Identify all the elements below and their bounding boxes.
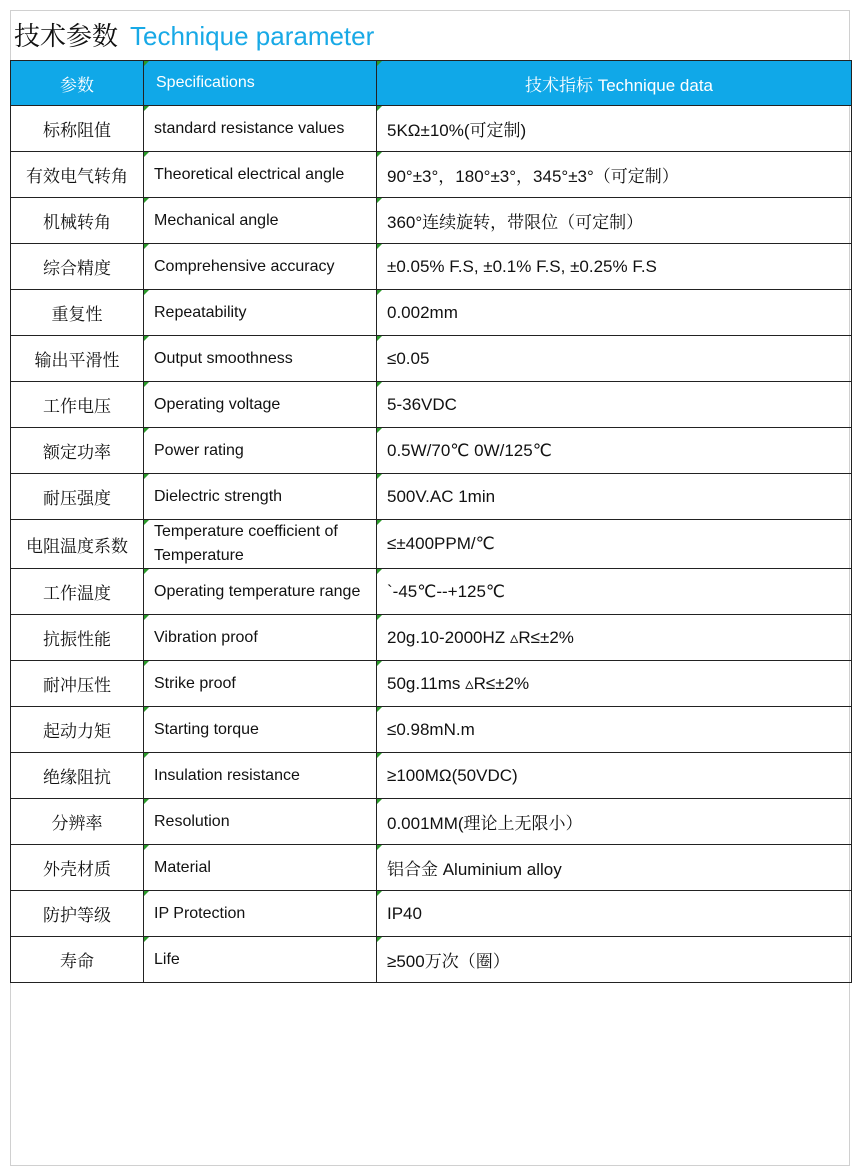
cell-marker	[144, 707, 149, 712]
cell-marker	[377, 799, 382, 804]
param-value: ≥500万次（圈）	[377, 937, 852, 983]
page-title	[14, 16, 374, 56]
cell-marker	[377, 845, 382, 850]
param-value: ≥100MΩ(50VDC)	[377, 753, 852, 799]
param-name-en: Material	[144, 845, 377, 891]
cell-marker	[144, 937, 149, 942]
table-row	[11, 244, 852, 290]
cell-marker	[144, 845, 149, 850]
param-name-cn: 输出平滑性	[11, 336, 144, 382]
param-value: 0.001MM(理论上无限小）	[377, 799, 852, 845]
param-value: ±0.05% F.S, ±0.1% F.S, ±0.25% F.S	[377, 244, 852, 290]
table-row	[11, 753, 852, 799]
param-value: `-45℃--+125℃	[377, 569, 852, 615]
table-row	[11, 661, 852, 707]
cell-marker	[377, 244, 382, 249]
table-row	[11, 707, 852, 753]
param-value: ≤0.98mN.m	[377, 707, 852, 753]
table-row	[11, 845, 852, 891]
param-name-cn: 工作温度	[11, 569, 144, 615]
param-value: 90°±3°，180°±3°，345°±3°（可定制）	[377, 152, 852, 198]
cell-marker	[377, 290, 382, 295]
param-name-cn: 有效电气转角	[11, 152, 144, 198]
param-name-en: Starting torque	[144, 707, 377, 753]
cell-marker	[144, 569, 149, 574]
param-name-en: IP Protection	[144, 891, 377, 937]
cell-marker	[377, 753, 382, 758]
cell-marker	[377, 937, 382, 942]
param-value: IP40	[377, 891, 852, 937]
param-value: 铝合金 Aluminium alloy	[377, 845, 852, 891]
table-header-row	[11, 61, 852, 106]
param-value: 20g.10-2000HZ ▵R≤±2%	[377, 615, 852, 661]
param-name-cn: 综合精度	[11, 244, 144, 290]
param-name-en: Repeatability	[144, 290, 377, 336]
param-name-en: standard resistance values	[144, 106, 377, 152]
page-title-cn: 技术参数	[14, 22, 119, 52]
param-value: 360°连续旋转，带限位（可定制）	[377, 198, 852, 244]
param-name-en: Dielectric strength	[144, 474, 377, 520]
cell-marker	[377, 198, 382, 203]
table-row	[11, 891, 852, 937]
param-name-cn: 重复性	[11, 290, 144, 336]
cell-marker	[377, 106, 382, 111]
param-name-en: Life	[144, 937, 377, 983]
param-name-en: Insulation resistance	[144, 753, 377, 799]
cell-marker	[144, 198, 149, 203]
cell-marker	[144, 244, 149, 249]
cell-marker	[144, 799, 149, 804]
param-name-cn: 抗振性能	[11, 615, 144, 661]
param-name-en: Operating voltage	[144, 382, 377, 428]
cell-marker	[377, 891, 382, 896]
spec-table	[10, 60, 852, 983]
cell-marker	[144, 290, 149, 295]
header-param: 参数	[11, 61, 144, 106]
cell-marker	[144, 336, 149, 341]
table-row	[11, 382, 852, 428]
table-row	[11, 799, 852, 845]
param-name-en: Output smoothness	[144, 336, 377, 382]
param-value: 500V.AC 1min	[377, 474, 852, 520]
param-name-cn: 耐冲压性	[11, 661, 144, 707]
param-name-en: Resolution	[144, 799, 377, 845]
param-name-en: Operating temperature range	[144, 569, 377, 615]
cell-marker	[377, 661, 382, 666]
param-name-en: Temperature coefficient of Temperature	[144, 520, 377, 569]
cell-marker	[144, 661, 149, 666]
header-spec: Specifications	[144, 61, 377, 106]
cell-marker	[144, 520, 149, 525]
header-data: 技术指标 Technique data	[377, 61, 852, 106]
cell-marker	[144, 382, 149, 387]
param-name-en: Strike proof	[144, 661, 377, 707]
param-name-cn: 额定功率	[11, 428, 144, 474]
cell-marker	[144, 152, 149, 157]
param-value: ≤±400PPM/℃	[377, 520, 852, 569]
table-row	[11, 198, 852, 244]
param-name-en: Theoretical electrical angle	[144, 152, 377, 198]
table-row	[11, 569, 852, 615]
table-row	[11, 336, 852, 382]
param-value: 5-36VDC	[377, 382, 852, 428]
param-name-en: Mechanical angle	[144, 198, 377, 244]
cell-marker	[377, 428, 382, 433]
param-value: 0.5W/70℃ 0W/125℃	[377, 428, 852, 474]
param-name-cn: 标称阻值	[11, 106, 144, 152]
param-name-cn: 机械转角	[11, 198, 144, 244]
cell-marker	[377, 615, 382, 620]
cell-marker	[377, 569, 382, 574]
param-name-cn: 耐压强度	[11, 474, 144, 520]
table-row	[11, 106, 852, 152]
param-value: ≤0.05	[377, 336, 852, 382]
param-value: 50g.11ms ▵R≤±2%	[377, 661, 852, 707]
table-row	[11, 290, 852, 336]
table-row	[11, 474, 852, 520]
cell-marker	[144, 428, 149, 433]
cell-marker	[144, 753, 149, 758]
param-name-en: Comprehensive accuracy	[144, 244, 377, 290]
param-name-cn: 电阻温度系数	[11, 520, 144, 569]
param-name-cn: 绝缘阻抗	[11, 753, 144, 799]
param-name-cn: 工作电压	[11, 382, 144, 428]
cell-marker	[144, 615, 149, 620]
cell-marker	[144, 891, 149, 896]
cell-marker	[377, 336, 382, 341]
param-value: 5KΩ±10%(可定制)	[377, 106, 852, 152]
param-name-en: Vibration proof	[144, 615, 377, 661]
cell-marker	[377, 707, 382, 712]
param-name-en: Power rating	[144, 428, 377, 474]
param-name-cn: 分辨率	[11, 799, 144, 845]
cell-marker	[377, 382, 382, 387]
table-row	[11, 152, 852, 198]
cell-marker	[144, 474, 149, 479]
param-name-cn: 防护等级	[11, 891, 144, 937]
table-row	[11, 615, 852, 661]
page-title-en: Technique parameter	[130, 21, 375, 51]
cell-marker	[144, 106, 149, 111]
param-name-cn: 寿命	[11, 937, 144, 983]
cell-marker	[377, 474, 382, 479]
table-row	[11, 520, 852, 569]
param-value: 0.002mm	[377, 290, 852, 336]
param-name-cn: 外壳材质	[11, 845, 144, 891]
cell-marker	[377, 152, 382, 157]
cell-marker	[377, 520, 382, 525]
table-row	[11, 937, 852, 983]
table-row	[11, 428, 852, 474]
param-name-cn: 起动力矩	[11, 707, 144, 753]
